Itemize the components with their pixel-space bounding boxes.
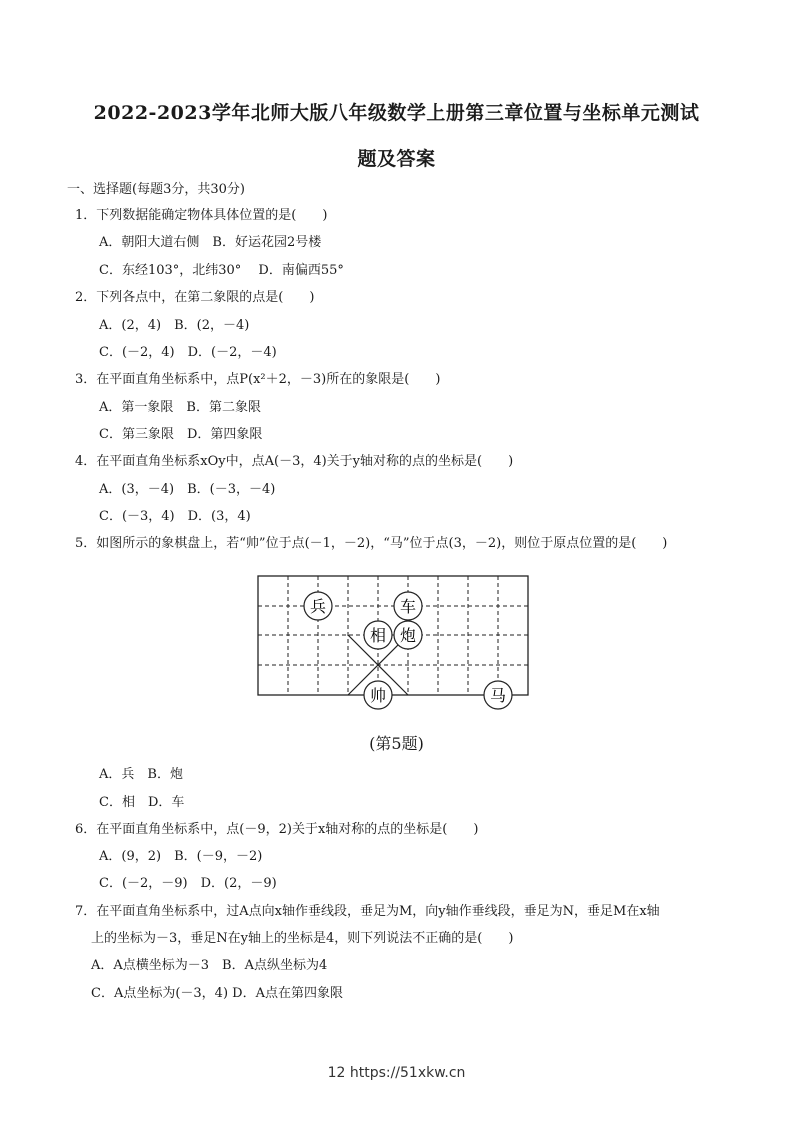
piece-shuai <box>364 681 392 709</box>
piece-bing <box>304 592 332 620</box>
question-1: 1．下列数据能确定物体具体位置的是( ) <box>75 208 328 223</box>
svg-text:炮: 炮 <box>399 626 417 645</box>
question-5-options-cd: C．相 D．车 <box>99 795 185 810</box>
question-6-options-ab: A．(9，2) B．(－9，－2) <box>99 849 263 864</box>
question-4-options-cd: C．(－3，4) D．(3，4) <box>99 509 251 524</box>
figure-caption: (第5题) <box>369 734 424 753</box>
piece-ma <box>484 681 512 709</box>
piece-pao <box>394 621 422 649</box>
svg-text:车: 车 <box>399 597 417 616</box>
question-2-options-ab: A．(2，4) B．(2，－4) <box>99 318 250 333</box>
svg-text:马: 马 <box>489 686 507 705</box>
question-5: 5．如图所示的象棋盘上，若“帅”位于点(－1，－2)，“马”位于点(3，－2)，则位于原点位置的是( ) <box>75 536 668 551</box>
svg-text:相: 相 <box>369 626 387 645</box>
question-3-options-cd: C．第三象限 D．第四象限 <box>99 427 263 442</box>
section-heading: 一、选择题(每题3分，共30分) <box>67 182 245 197</box>
question-2: 2．下列各点中，在第二象限的点是( ) <box>75 290 315 305</box>
question-1-options-cd: C．东经103°，北纬30° D．南偏西55° <box>99 263 344 278</box>
page-footer: 12 https://51xkw.cn <box>327 1065 466 1081</box>
question-5-options-ab: A．兵 B．炮 <box>99 767 183 782</box>
question-4: 4．在平面直角坐标系xOy中，点A(－3，4)关于y轴对称的点的坐标是( ) <box>75 454 514 469</box>
chess-board-figure <box>240 568 540 716</box>
svg-text:兵: 兵 <box>309 597 327 616</box>
question-1-options-ab: A．朝阳大道右侧 B．好运花园2号楼 <box>99 235 322 250</box>
piece-che <box>394 592 422 620</box>
question-7-options-ab: A．A点横坐标为－3 B．A点纵坐标为4 <box>91 958 328 973</box>
question-7-line-2: 上的坐标为－3，垂足N在y轴上的坐标是4，则下列说法不正确的是( ) <box>91 931 514 946</box>
piece-xiang <box>364 621 392 649</box>
title-line-2: 题及答案 <box>357 148 436 170</box>
question-4-options-ab: A．(3，－4) B．(－3，－4) <box>99 482 276 497</box>
question-6: 6．在平面直角坐标系中，点(－9，2)关于x轴对称的点的坐标是( ) <box>75 822 479 837</box>
question-7-line-1: 7．在平面直角坐标系中，过A点向x轴作垂线段，垂足为M，向y轴作垂线段，垂足为N，垂足M在x轴 <box>75 904 660 919</box>
title-line-1: 2022-2023学年北师大版八年级数学上册第三章位置与坐标单元测试 <box>93 102 700 124</box>
question-3-options-ab: A．第一象限 B．第二象限 <box>99 400 261 415</box>
question-2-options-cd: C．(－2，4) D．(－2，－4) <box>99 345 277 360</box>
svg-text:帅: 帅 <box>369 686 387 705</box>
question-6-options-cd: C．(－2，－9) D．(2，－9) <box>99 876 277 891</box>
question-7-options-cd: C．A点坐标为(－3，4) D．A点在第四象限 <box>91 986 343 1001</box>
question-3: 3．在平面直角坐标系中，点P(x²＋2，－3)所在的象限是( ) <box>75 372 441 387</box>
